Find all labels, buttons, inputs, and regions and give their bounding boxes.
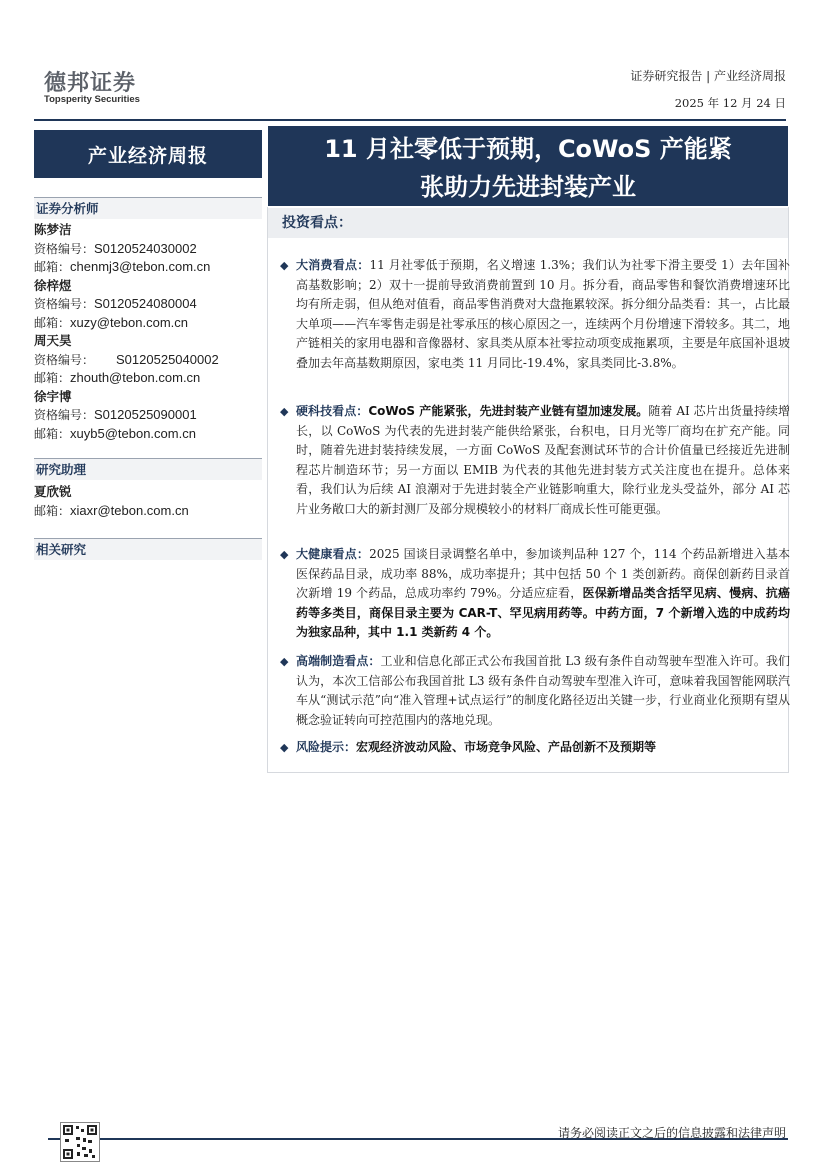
analyst-name: 徐梓煜	[34, 277, 72, 293]
bullet-icon: ◆	[280, 548, 289, 561]
legal-disclaimer: 请务必阅读正文之后的信息披露和法律声明	[557, 1126, 786, 1140]
point-hard-tech	[280, 402, 790, 520]
point-high-end-manufacturing	[280, 652, 790, 730]
cert-number: S0120525040002	[116, 351, 219, 367]
analysts-heading: 证券分析师	[34, 197, 262, 219]
bullet-icon: ◆	[280, 741, 289, 754]
report-title-line-1: 11 月社零低于预期，CoWoS 产能紧	[324, 135, 732, 163]
assistant-name: 夏欣锐	[34, 484, 72, 499]
bullet-icon: ◆	[280, 655, 289, 668]
report-date: 2025 年 12 月 24 日	[674, 96, 786, 110]
email-label: 邮箱：	[34, 260, 71, 274]
assistant-heading: 研究助理	[34, 458, 262, 480]
point-title: 大健康看点：	[296, 547, 370, 561]
analyst-block	[34, 221, 262, 443]
cert-number: S0120524030002	[94, 240, 197, 256]
investment-points-heading: 投资看点：	[268, 208, 788, 238]
point-risk	[280, 738, 790, 758]
point-title: 大消费看点：	[296, 258, 370, 272]
analyst-email[interactable]: chenmj3@tebon.com.cn	[70, 259, 211, 274]
email-label: 邮箱：	[34, 371, 71, 385]
point-body: 2025 国谈目录调整名单中，参加谈判品种 127 个，114 个药品新增进入基本医保药品目录，成功率 88%，成功率提升；其中包括 50 个 1 类创新药。商保创新药目录首次新增 19 个药品，总成功率约 79%。分适应症看，	[296, 547, 790, 601]
cert-label: 资格编号：	[34, 352, 95, 367]
point-key-message: 医保新增品类含括罕见病、慢病、抗癌药等多类目，商保目录主要为 CAR-T、罕见病用药等。中药方面，7 个新增入选的中成药均为独家品种，其中 1.1 类新药 4 个。	[296, 586, 790, 640]
qr-code-icon	[60, 1122, 100, 1162]
analyst-name: 周天昊	[34, 333, 72, 348]
point-title: 硬科技看点：	[296, 404, 369, 418]
cert-label: 资格编号：	[34, 408, 95, 422]
point-title: 风险提示：	[296, 740, 357, 754]
point-body: 随着 AI 芯片出货量持续增长，以 CoWoS 为代表的先进封装产能供给紧张，台积电，日月光等厂商均在扩充产能。同时，随着先进封装持续发展，一方面 CoWoS 及配套测试环节的合计价值量已经接近先进制程芯片制造环节；另一方面以 EMIB 为代表的其他先进封装方式关注度也在提升。总体来看，我们认为后续 AI 浪潮对于先进封装全产业链影响重大，除行业龙头受益外，部分 AI 芯片业务敞口大的新封测厂及部分规模较小的材料厂商成长性可能更强。	[296, 404, 790, 516]
risk-list: 宏观经济波动风险、市场竞争风险、产品创新不及预期等	[356, 740, 657, 754]
point-body: 11 月社零低于预期，名义增速 1.3%；我们认为社零下滑主要受 1）去年国补高基数影响；2）双十一提前导致消费前置到 10 月。拆分看，商品零售和餐饮消费增速环比均有所走弱，但从绝对值看，商品零售消费对大盘拖累较深。拆分细分品类看：其一，占比最大单项——汽车零售走弱是社零承压的核心原因之一，连续两个月份增速下滑较多。其二，地产链相关的家用电器和音像器材、家具类从原本社零拉动项变成拖累项，主要是年底国补退坡叠加去年高基数期原因，家电类 11 月同比-19.4%，家具类同比-3.8%。	[296, 258, 790, 370]
analyst-email[interactable]: xuyb5@tebon.com.cn	[70, 425, 196, 441]
report-category-title: 产业经济周报	[34, 130, 262, 178]
report-type: 证券研究报告 | 产业经济周报	[630, 69, 786, 83]
company-logo-text: 德邦证券	[44, 71, 137, 96]
cert-label: 资格编号：	[34, 241, 95, 256]
email-label: 邮箱：	[34, 426, 71, 441]
cert-label: 资格编号：	[34, 297, 95, 311]
email-label: 邮箱：	[34, 315, 71, 330]
email-label: 邮箱：	[34, 503, 71, 518]
bullet-icon: ◆	[280, 405, 289, 418]
point-body: 工业和信息化部正式公布我国首批 L3 级有条件自动驾驶车型准入许可。我们认为，本次工信部公布我国首批 L3 级有条件自动驾驶车型准入许可，意味着我国智能网联汽车从“测试示范”向“准入管理+试点运行”的制度化路径迈出关键一步，行业商业化预期有望从概念验证转向可控范围内的落地兑现。	[296, 654, 790, 727]
cert-number: S0120524080004	[94, 296, 197, 311]
point-health	[280, 545, 790, 643]
point-key-message: CoWoS 产能紧张，先进封装产业链有望加速发展。	[368, 404, 649, 418]
analyst-email[interactable]: zhouth@tebon.com.cn	[70, 370, 201, 385]
assistant-block	[34, 483, 262, 520]
assistant-email[interactable]: xiaxr@tebon.com.cn	[70, 502, 189, 518]
bullet-icon: ◆	[280, 259, 289, 272]
point-title: 高端制造看点：	[296, 654, 381, 668]
cert-number: S0120525090001	[94, 407, 197, 422]
analyst-email[interactable]: xuzy@tebon.com.cn	[70, 314, 188, 330]
point-consumer	[280, 256, 790, 374]
header-divider	[34, 119, 786, 121]
analyst-name: 徐宇博	[34, 388, 72, 404]
company-logo-english: Topsperity Securities	[44, 94, 140, 105]
related-research-heading: 相关研究	[34, 538, 262, 560]
report-title	[268, 126, 788, 206]
report-title-line-2: 张助力先进封装产业	[420, 173, 636, 201]
analyst-name: 陈梦洁	[34, 222, 72, 237]
